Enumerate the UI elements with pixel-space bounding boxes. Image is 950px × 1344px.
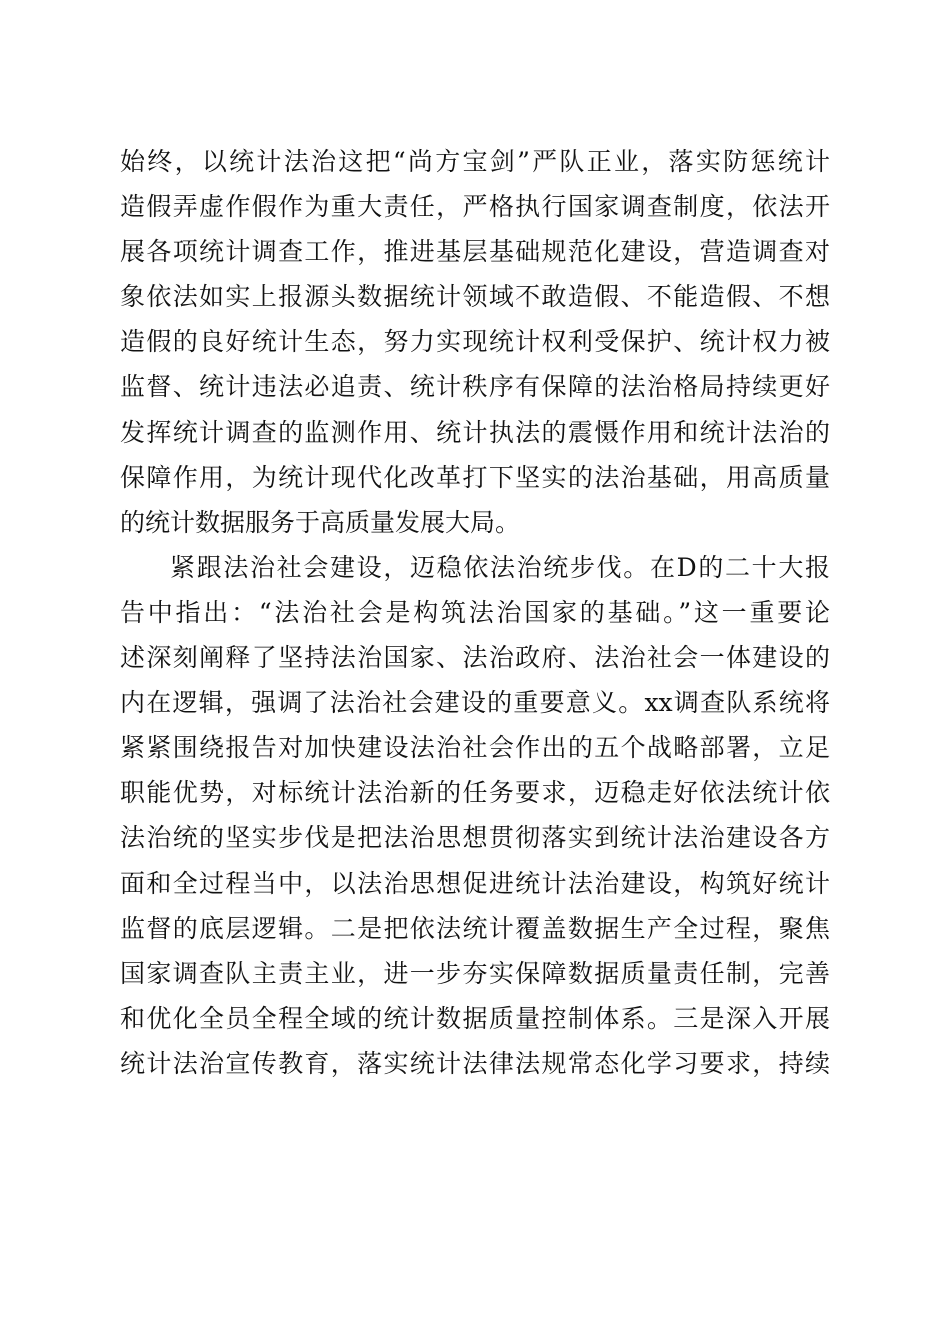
paragraph-second bbox=[120, 545, 830, 1086]
text-line: 法治统的坚实步伐是把法治思想贯彻落实到统计法治建设各方 bbox=[120, 823, 830, 853]
text-line: 监督、统计违法必追责、统计秩序有保障的法治格局持续更好 bbox=[120, 372, 830, 402]
text-line: 始终，以统计法治这把“尚方宝剑”严队正业，落实防惩统计 bbox=[120, 147, 830, 176]
text-line: 国家调查队主责主业，进一步夯实保障数据质量责任制，完善 bbox=[120, 958, 830, 988]
text-line: 述深刻阐释了坚持法治国家、法治政府、法治社会一体建设的 bbox=[120, 643, 830, 673]
text-line: 象依法如实上报源头数据统计领域不敢造假、不能造假、不想 bbox=[120, 282, 830, 312]
text-line: 监督的底层逻辑。二是把依法统计覆盖数据生产全过程，聚焦 bbox=[120, 913, 830, 943]
text-line: 告中指出：“法治社会是构筑法治国家的基础。”这一重要论 bbox=[120, 597, 830, 627]
text-line: 造假的良好统计生态，努力实现统计权利受保护、统计权力被 bbox=[120, 327, 830, 357]
document-body bbox=[120, 139, 830, 1086]
text-line: 和优化全员全程全域的统计数据质量控制体系。三是深入开展 bbox=[120, 1003, 830, 1033]
text-line: 保障作用，为统计现代化改革打下坚实的法治基础，用高质量 bbox=[120, 462, 830, 492]
text-line: 展各项统计调查工作，推进基层基础规范化建设，营造调查对 bbox=[120, 237, 830, 267]
text-line: 内在逻辑，强调了法治社会建设的重要意义。xx调查队系统将 bbox=[120, 688, 830, 718]
text-line: 职能优势，对标统计法治新的任务要求，迈稳走好依法统计依 bbox=[120, 778, 830, 808]
text-line: 造假弄虚作假作为重大责任，严格执行国家调查制度，依法开 bbox=[120, 192, 830, 222]
text-line: 面和全过程当中，以法治思想促进统计法治建设，构筑好统计 bbox=[120, 868, 830, 898]
text-line: 的统计数据服务于高质量发展大局。 bbox=[120, 507, 521, 537]
text-line-indented: 紧跟法治社会建设，迈稳依法治统步伐。在D的二十大报 bbox=[170, 552, 830, 582]
text-line: 紧紧围绕报告对加快建设法治社会作出的五个战略部署，立足 bbox=[120, 733, 830, 763]
text-line: 发挥统计调查的监测作用、统计执法的震慑作用和统计法治的 bbox=[120, 417, 830, 447]
text-line: 统计法治宣传教育，落实统计法律法规常态化学习要求，持续 bbox=[120, 1048, 830, 1078]
paragraph-continuation bbox=[120, 139, 830, 545]
